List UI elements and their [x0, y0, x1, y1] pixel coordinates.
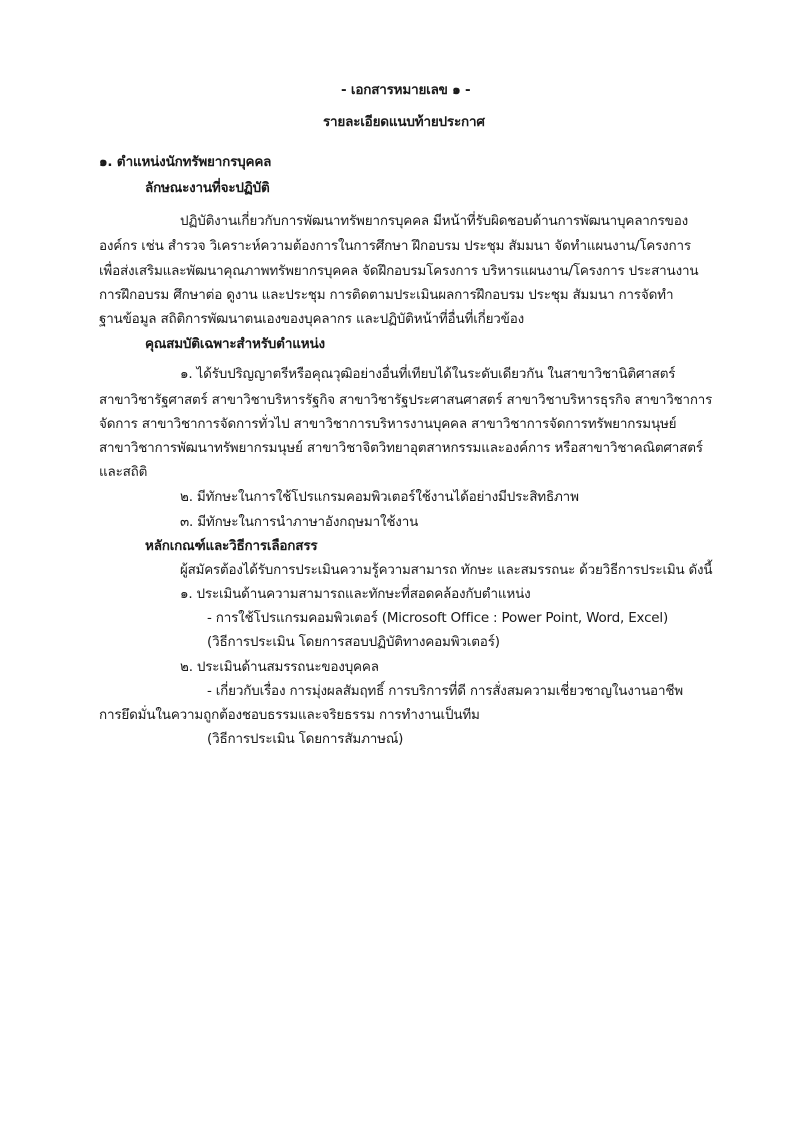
qualification-item: ๑. ได้รับปริญญาตรีหรือคุณวุฒิอย่างอื่นที่เทียบได้ในระดับเดียวกัน ในสาขาวิชานิติศาสตร์	[180, 366, 676, 382]
qualifications-heading: คุณสมบัติเฉพาะสำหรับตำแหน่ง	[145, 336, 325, 352]
criterion-detail: - เกี่ยวกับเรื่อง การมุ่งผลสัมฤทธิ์ การบริการที่ดี การสั่งสมความเชี่ยวชาญในงานอาชีพ	[207, 683, 684, 699]
qualification-item: สาขาวิชารัฐศาสตร์ สาขาวิชาบริหารรัฐกิจ สาขาวิชารัฐประศาสนศาสตร์ สาขาวิชาบริหารธุรกิจ สาขาวิชาการ	[99, 392, 713, 408]
qualification-item: สาขาวิชาการพัฒนาทรัพยากรมนุษย์ สาขาวิชาจิตวิทยาอุตสาหกรรมและองค์การ หรือสาขาวิชาคณิตศาสตร์	[99, 440, 703, 456]
criterion-method: (วิธีการประเมิน โดยการสอบปฏิบัติทางคอมพิวเตอร์)	[207, 634, 500, 650]
qualification-item: จัดการ สาขาวิชาการจัดการทั่วไป สาขาวิชาการบริหารงานบุคคล สาขาวิชาการจัดการทรัพยากรมนุษย์	[99, 416, 677, 432]
selection-intro: ผู้สมัครต้องได้รับการประเมินความรู้ความสามารถ ทักษะ และสมรรถนะ ด้วยวิธีการประเมิน ดังนี้	[180, 562, 713, 578]
duties-line: องค์กร เช่น สำรวจ วิเคราะห์ความต้องการในการศึกษา ฝึกอบรม ประชุม สัมมนา จัดทำแผนงาน/โครงการ	[99, 238, 691, 254]
document-number: - เอกสารหมายเลข ๑ -	[341, 82, 471, 98]
criterion-detail: การยึดมั่นในความถูกต้องชอบธรรมและจริยธรรม การทำงานเป็นทีม	[99, 707, 480, 723]
duties-line: เพื่อส่งเสริมและพัฒนาคุณภาพทรัพยากรบุคคล จัดฝึกอบรมโครงการ บริหารแผนงาน/โครงการ ประสานงาน	[99, 263, 699, 279]
duties-heading: ลักษณะงานที่จะปฏิบัติ	[145, 180, 270, 196]
duties-line: การฝึกอบรม ศึกษาต่อ ดูงาน และประชุม การติดตามประเมินผลการฝึกอบรม ประชุม สัมมนา การจัดทำ	[99, 287, 674, 303]
criterion-method: (วิธีการประเมิน โดยการสัมภาษณ์)	[207, 731, 404, 747]
selection-heading: หลักเกณฑ์และวิธีการเลือกสรร	[145, 538, 318, 554]
position-heading: ๑. ตำแหน่งนักทรัพยากรบุคคล	[99, 154, 272, 170]
qualification-item: ๓. มีทักษะในการนำภาษาอังกฤษมาใช้งาน	[180, 514, 419, 530]
criterion-detail: - การใช้โปรแกรมคอมพิวเตอร์ (Microsoft Office : Power Point, Word, Excel)	[207, 610, 669, 626]
document-subtitle: รายละเอียดแนบท้ายประกาศ	[323, 114, 485, 130]
criterion-title: ๑. ประเมินด้านความสามารถและทักษะที่สอดคล้องกับตำแหน่ง	[180, 586, 531, 602]
duties-line: ปฏิบัติงานเกี่ยวกับการพัฒนาทรัพยากรบุคคล มีหน้าที่รับผิดชอบด้านการพัฒนาบุคลากรของ	[180, 213, 688, 229]
qualification-item: และสถิติ	[99, 464, 148, 480]
qualification-item: ๒. มีทักษะในการใช้โปรแกรมคอมพิวเตอร์ใช้งานได้อย่างมีประสิทธิภาพ	[180, 489, 579, 505]
criterion-title: ๒. ประเมินด้านสมรรถนะของบุคคล	[180, 659, 379, 675]
duties-line: ฐานข้อมูล สถิติการพัฒนาตนเองของบุคลากร และปฏิบัติหน้าที่อื่นที่เกี่ยวข้อง	[99, 311, 524, 327]
